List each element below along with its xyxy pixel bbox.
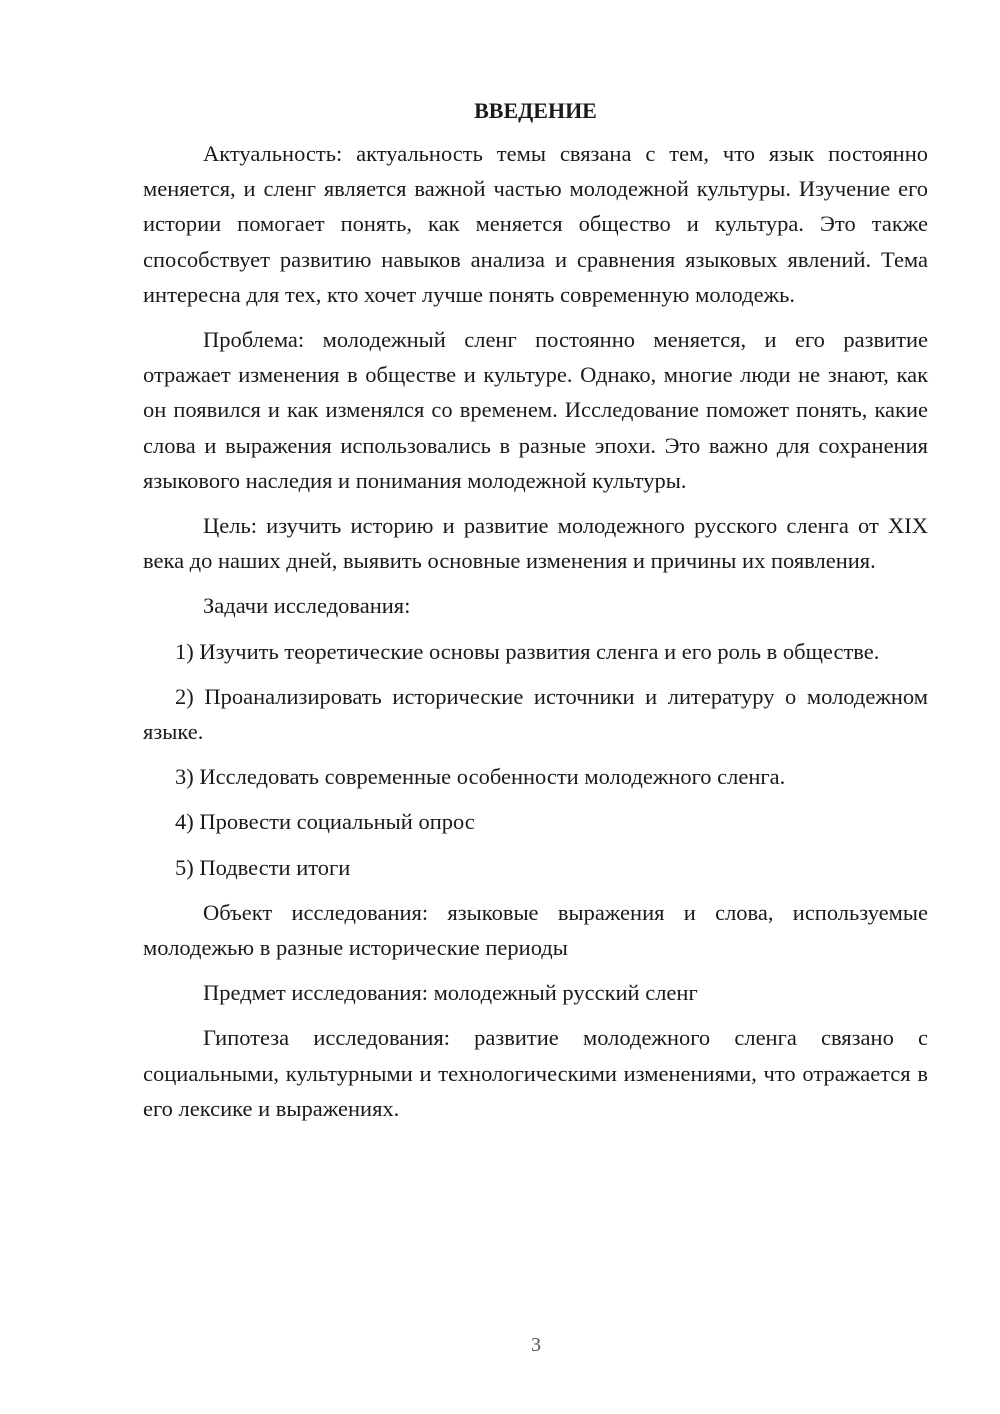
problem-paragraph: Проблема: молодежный сленг постоянно меняется, и его развитие отражает изменения в обществе и культуре. Однако, многие люди не знают, как он появился и как изменялся со временем. Исследование поможет понять, какие слова и выражения использовались в разные эпохи. Это важно для сохранения языкового наследия и понимания молодежной культуры. (143, 327, 928, 493)
task-item-4: 4) Провести социальный опрос (175, 809, 475, 835)
section-title: ВВЕДЕНИЕ (474, 98, 597, 123)
page-number: 3 (531, 1334, 541, 1356)
tasks-heading: Задачи исследования: (203, 593, 411, 619)
goal-paragraph: Цель: изучить историю и развитие молодежного русского сленга от XIX века до наших дней, выявить основные изменения и причины их появления. (143, 513, 928, 574)
task-item-2: 2) Проанализировать исторические источники и литературу о молодежном языке. (143, 683, 928, 745)
subject-paragraph: Предмет исследования: молодежный русский сленг (203, 980, 698, 1006)
task-item-1: 1) Изучить теоретические основы развития сленга и его роль в обществе. (175, 638, 880, 664)
object-paragraph: Объект исследования: языковые выражения и слова, используемые молодежью в разные исторические периоды (143, 899, 928, 961)
task-item-3: 3) Исследовать современные особенности молодежного сленга. (175, 764, 786, 790)
task-item-5: 5) Подвести итоги (175, 854, 351, 880)
document-page (143, 96, 928, 1136)
hypothesis-paragraph: Гипотеза исследования: развитие молодежного сленга связано с социальными, культурными и технологическими изменениями, что отражается в его лексике и выражениях. (143, 1025, 928, 1121)
relevance-paragraph: Актуальность: актуальность темы связана с тем, что язык постоянно меняется, и сленг является важной частью молодежной культуры. Изучение его истории помогает понять, как меняется общество и культура. Это также способствует развитию навыков анализа и сравнения языковых явлений. Тема интересна для тех, кто хочет лучше понять современную молодежь. (143, 141, 928, 307)
